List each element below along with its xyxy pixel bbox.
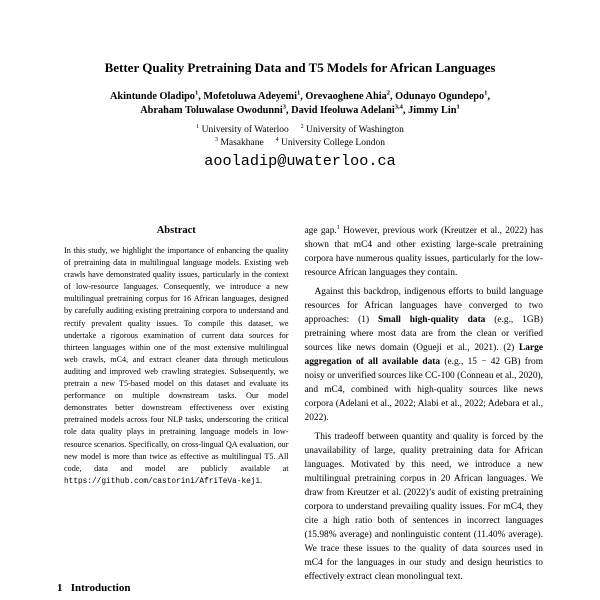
text-segment xyxy=(289,125,301,135)
text-segment: age gap. xyxy=(304,226,337,236)
author-line-1 xyxy=(57,90,543,104)
superscript-marker: 1 xyxy=(484,89,488,97)
text-segment: Small high-quality data xyxy=(377,315,486,325)
text-segment: Against this backdrop, indigenous efforts to build language resources for African languages have converged to two approaches: (1) xyxy=(304,287,543,325)
body-paragraph xyxy=(305,224,544,280)
superscript-marker: 1 xyxy=(196,123,200,130)
paper-title: Better Quality Pretraining Data and T5 Models for African Languages xyxy=(104,60,496,75)
section-heading-introduction: 1 Introduction xyxy=(57,582,131,594)
contact-email[interactable]: aooladip@uwaterloo.ca xyxy=(204,152,396,170)
text-segment: University of Waterloo xyxy=(199,125,289,135)
text-segment: , xyxy=(487,91,491,102)
text-segment: University College London xyxy=(278,138,385,148)
superscript-marker: 1 xyxy=(194,89,199,97)
affiliations xyxy=(57,124,543,150)
body-paragraph xyxy=(305,430,544,584)
superscript-marker: 3 xyxy=(215,136,219,143)
text-segment: However, previous work (Kreutzer et al., 2022) has shown that mC4 and other existing large-scale pretraining corpora have numerous quality issues, particularly for the low-resource African languages they contain. xyxy=(304,226,543,278)
left-column xyxy=(57,224,296,600)
superscript-marker: 1 xyxy=(456,103,460,111)
text-segment: This tradeoff between quantity and quality is forced by the unavailability of large, quality pretraining data for African languages. Motivated by this need, we introduce a new multilingual pretraining corpus in 20 African languages. We draw from Kreutzer et al. (2022)’s audit of existing pretraining corpora to understand prevailing quality issues. For mC4, they cite a high ratio both of sentences in incorrect languages (15.98% average) and nonlinguistic content (11.40% average). We trace these issues to the quality of data sources used in mC4 for the languages in our study and design heuristics to effectively extract clean monolingual text. xyxy=(304,432,543,582)
text-segment: (e.g., 1GB) pretraining where most data are from the clean or verified sources like news domain (Ogueji et al., 2021). (2) xyxy=(304,315,543,353)
text-segment xyxy=(264,138,276,148)
author-list xyxy=(57,90,543,117)
author-line-2 xyxy=(57,104,543,118)
superscript-marker: 3,4 xyxy=(394,103,403,111)
superscript-marker: 1 xyxy=(296,89,301,97)
text-segment: , Jimmy Lin xyxy=(402,104,457,116)
text-segment: In this study, we highlight the importance of enhancing the quality of pretraining data in multilingual language models. Existing web crawls have demonstrated quality issues, particularly in the context of low-resource languages. Consequently, we introduce a new multilingual pretraining corpus for 16 African languages, designed by carefully auditing existing pretraining corpora to understand and rectify prevalent quality issues. To compile this dataset, we undertake a rigorous examination of current data sources for thirteen languages within one of the most extensive multilingual web crawls, mC4, and extract cleaner data through meticulous auditing and improved web crawling strategies. Subsequently, we pretrain a new T5-based model on this dataset and evaluate its performance on multiple downstream tasks. Our model demonstrates better downstream effectiveness over existing pretrained models across four NLP tasks, underscoring the critical role data quality plays in pretraining language models in low-resource scenarios. Specifically, on cross-lingual QA evaluation, our new model is more than twice as effective as multilingual T5. All code, data and model are publicly available at xyxy=(64,246,289,473)
text-segment: , Odunayo Ogundepo xyxy=(390,91,485,102)
repo-link[interactable]: https://github.com/castorini/AfriTeVa-keji xyxy=(64,477,261,486)
superscript-marker: 2 xyxy=(300,123,304,130)
body-paragraph xyxy=(305,285,544,425)
two-column-body xyxy=(57,224,543,600)
abstract-heading: Abstract xyxy=(156,225,196,236)
right-column xyxy=(305,224,544,600)
text-segment: Abraham Toluwalase Owodunni xyxy=(140,104,283,116)
abstract-text xyxy=(57,245,296,488)
affiliation-line-1 xyxy=(57,124,543,137)
text-segment: , Mofetoluwa Adeyemi xyxy=(198,91,297,102)
superscript-marker: 1 xyxy=(336,224,340,231)
text-segment: Akintunde Oladipo xyxy=(109,91,195,102)
affiliation-line-2 xyxy=(57,137,543,150)
text-segment: Masakhane xyxy=(218,138,264,148)
text-segment: , Orevaoghene Ahia xyxy=(300,91,387,102)
superscript-marker: 2 xyxy=(386,89,391,97)
text-segment: University of Washington xyxy=(303,125,404,135)
superscript-marker: 3 xyxy=(282,103,287,111)
text-segment: , David Ifeoluwa Adelani xyxy=(286,104,395,116)
text-segment: Large aggregation of all available data xyxy=(304,343,543,367)
text-segment: (e.g., 15 − 42 GB) from noisy or unverified sources like CC-100 (Conneau et al., 2020), and mC4, combined with high-quality sources like news corpora (Adelani et al., 2022; Alabi et al., 2022; Adebara et al., 2022). xyxy=(304,357,543,423)
superscript-marker: 4 xyxy=(275,136,279,143)
text-segment: . xyxy=(260,475,263,485)
